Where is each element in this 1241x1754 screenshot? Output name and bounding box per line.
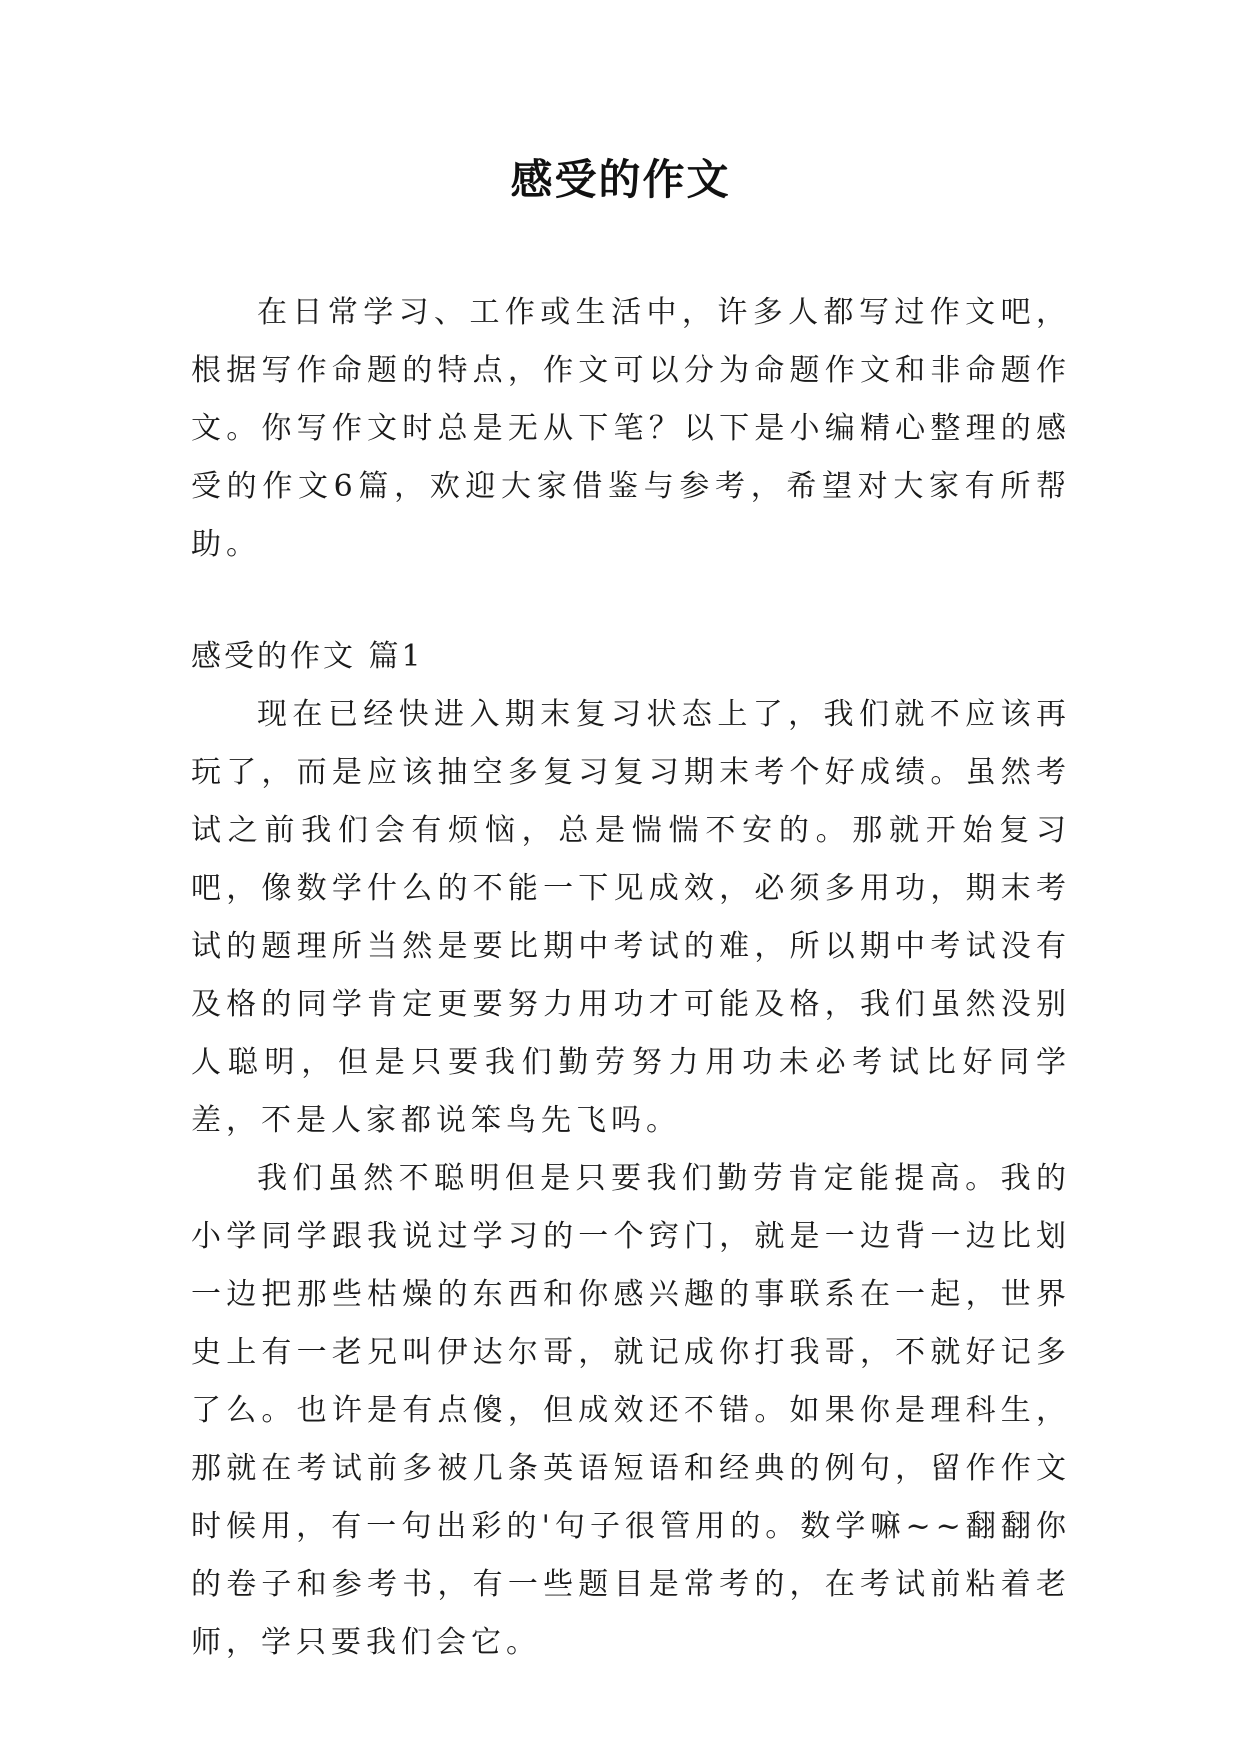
body-paragraph: 我们虽然不聪明但是只要我们勤劳肯定能提高。我的小学同学跟我说过学习的一个窍门，就是一边背一边比划一边把那些枯燥的东西和你感兴趣的事联系在一起，世界史上有一老兄叫伊达尔哥，就记成你打我哥，不就好记多了么。也许是有点傻，但成效还不错。如果你是理科生，那就在考试前多被几条英语短语和经典的例句，留作作文时候用，有一句出彩的'句子很管用的。数学嘛~~翻翻你的卷子和参考书，有一些题目是常考的，在考试前粘着老师，学只要我们会它。 (191, 1161, 1071, 1660)
document-body (191, 284, 1071, 1672)
section-heading: 感受的作文 篇1 (191, 639, 424, 674)
essay-section (191, 628, 1071, 1672)
body-paragraph: 现在已经快进入期末复习状态上了，我们就不应该再玩了，而是应该抽空多复习复习期末考个好成绩。虽然考试之前我们会有烦恼，总是惴惴不安的。那就开始复习吧，像数学什么的不能一下见成效，必须多用功，期末考试的题理所当然是要比期中考试的难，所以期中考试没有及格的同学肯定更要努力用功才可能及格，我们虽然没别人聪明，但是只要我们勤劳努力用功未必考试比好同学差，不是人家都说笨鸟先飞吗。 (191, 697, 1071, 1138)
document-title: 感受的作文 (510, 155, 731, 204)
intro-paragraph: 在日常学习、工作或生活中，许多人都写过作文吧，根据写作命题的特点，作文可以分为命题作文和非命题作文。你写作文时总是无从下笔？以下是小编精心整理的感受的作文6篇，欢迎大家借鉴与参考，希望对大家有所帮助。 (191, 295, 1071, 562)
